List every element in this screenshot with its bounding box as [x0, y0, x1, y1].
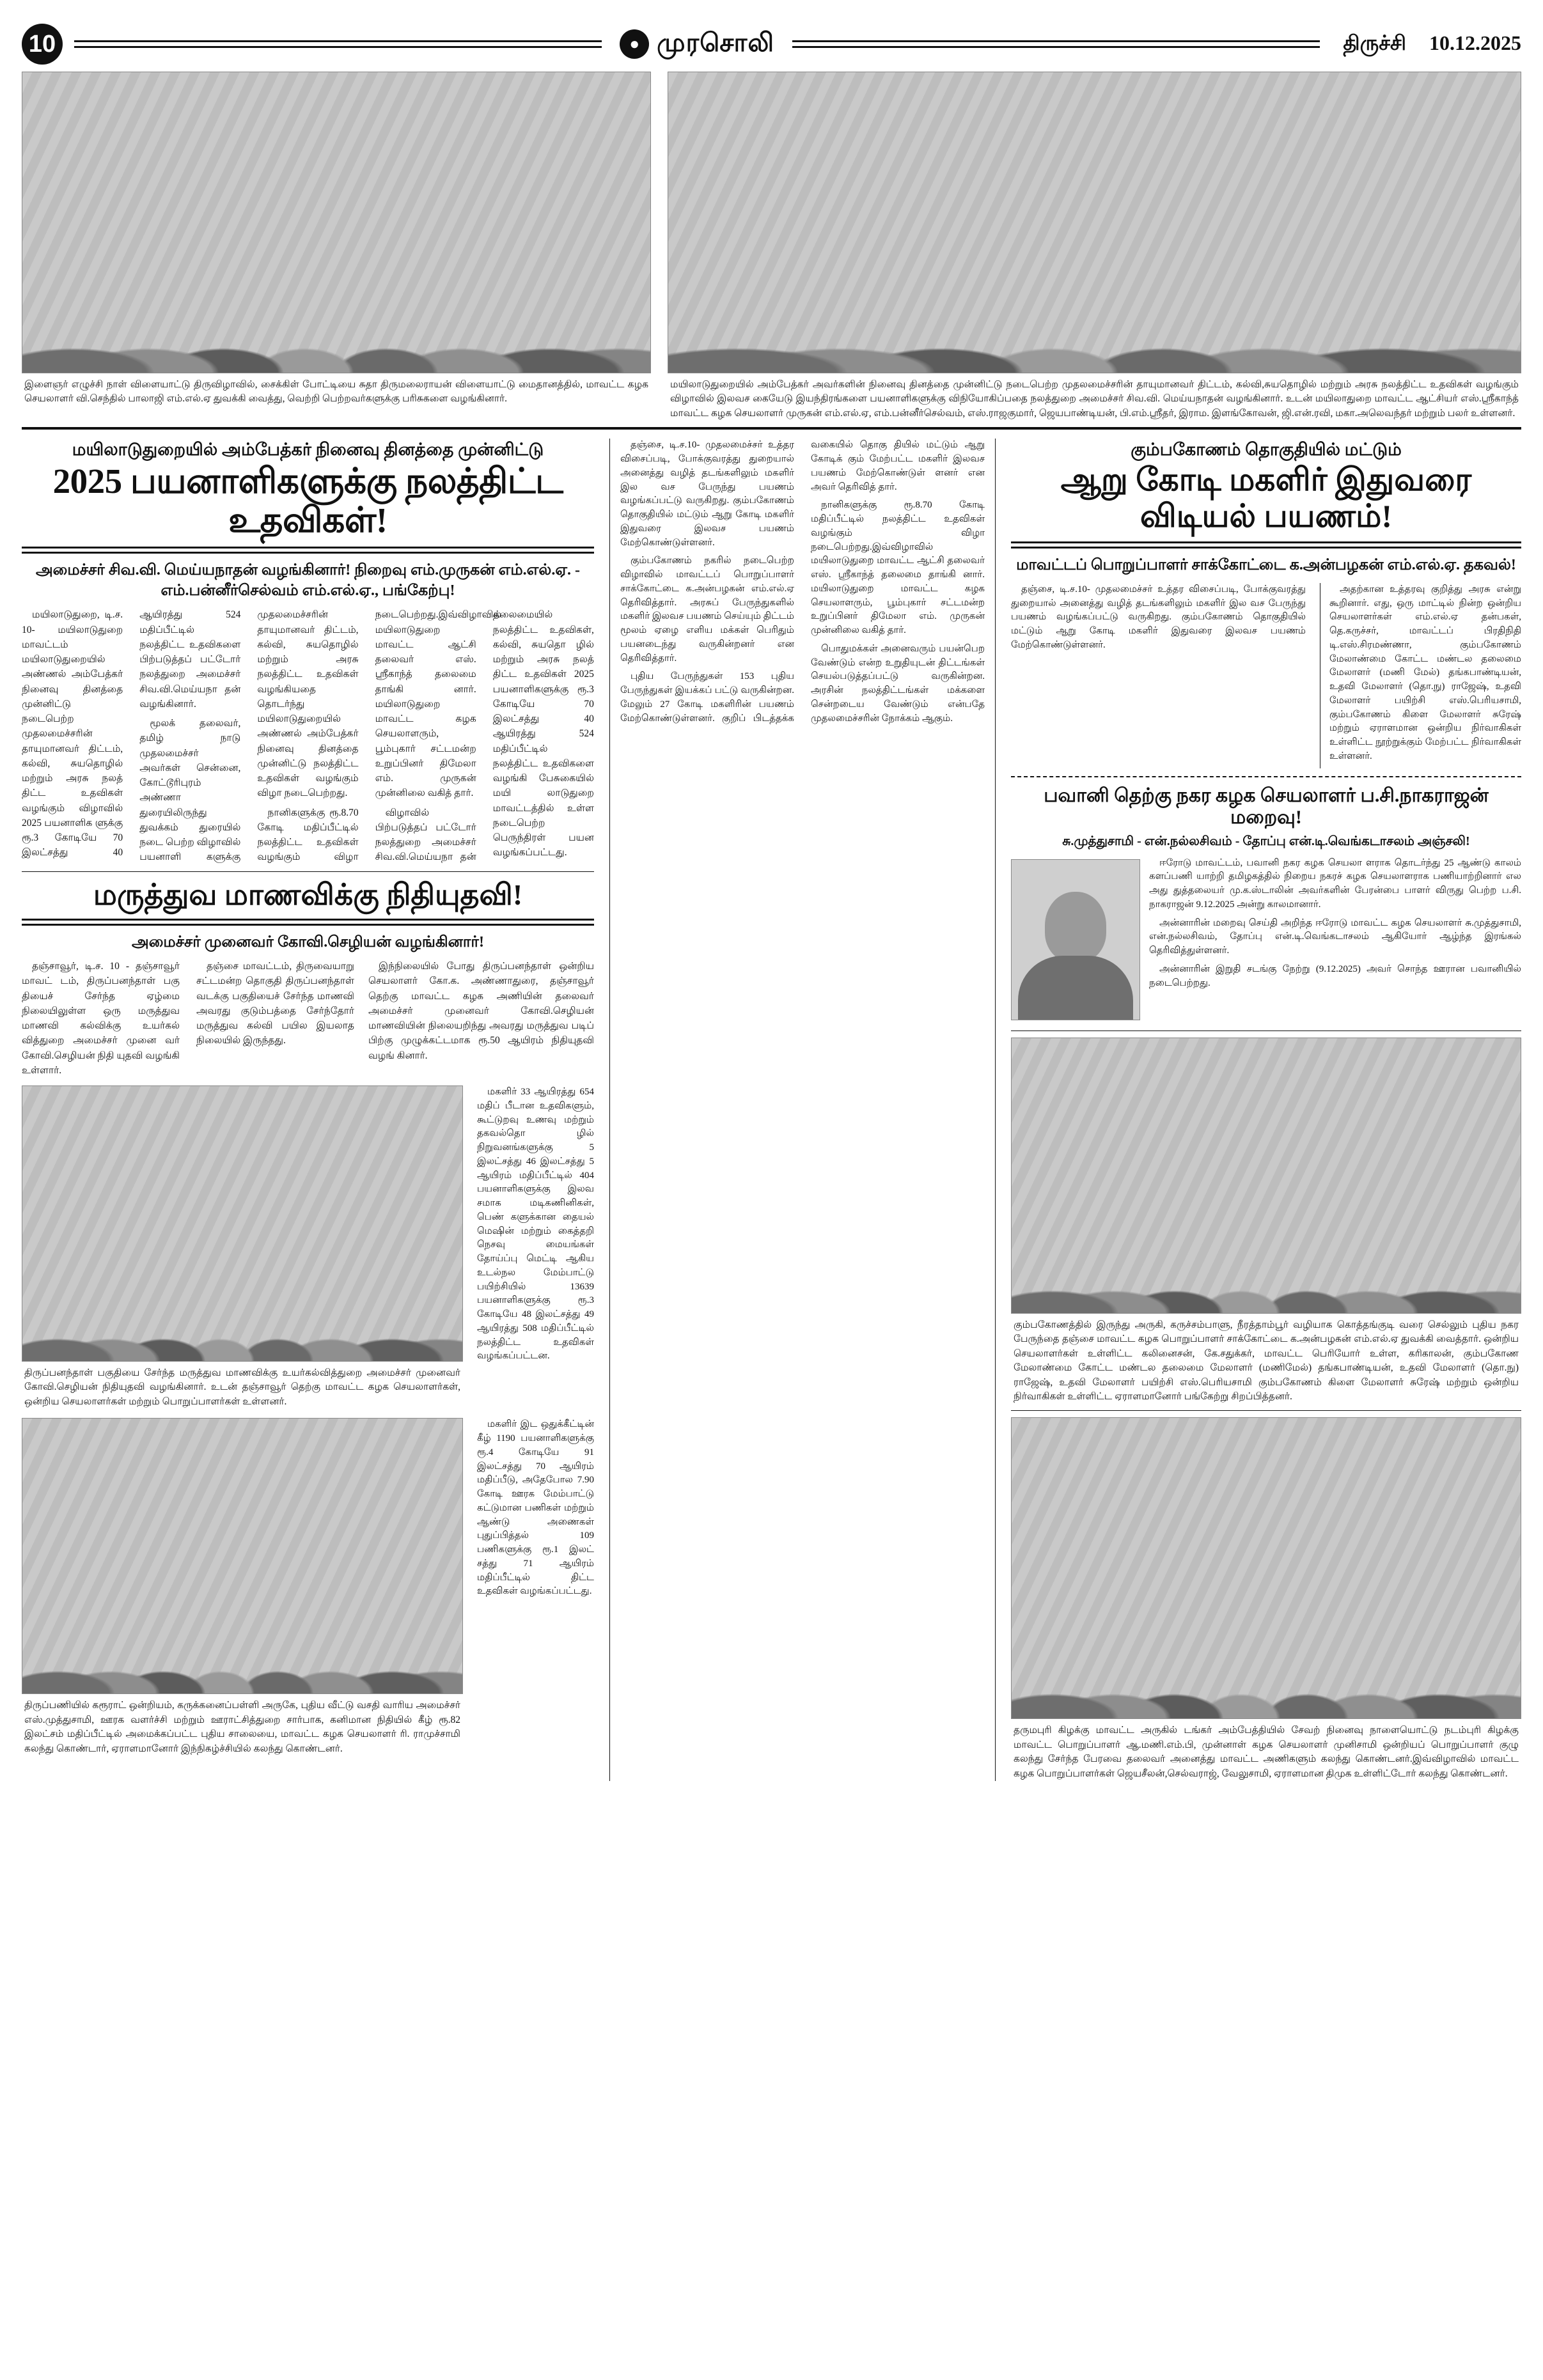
left-overflow-text [477, 1085, 594, 1368]
bus-flagoff-block [1011, 1038, 1521, 1404]
obituary-para-0: ஈரோடு மாவட்டம், பவானி நகர கழக செயலா ளராக தொடர்ந்து 25 ஆண்டு காலம் களப்பணி யாற்றி தமிழகத்தில் நிறைய நகரச் கழக செயலாளராக பணியாற்றினார் எல அது துத்தலையர் மு.க.ஸ்டாலின் அவர்களின் பேரன்பை பாளர் விருது பெற்ற ப.சி. நாகராஜன் 9.12.2025 அன்று காலமானார். [1149, 857, 1521, 910]
right-side-text [1329, 583, 1521, 768]
obituary-headline: பவானி தெற்கு நகர கழக செயலாளர் ப.சி.நாகராஜன் மறைவு! [1044, 784, 1489, 828]
divider-medical [22, 871, 594, 872]
kumbakonam-kicker: கும்பகோணம் தொகுதியில் மட்டும் [1131, 440, 1402, 460]
main-story-para-1: மூலக் தலைவர், தமிழ் நாடு முதலமைச்சர் அவர்கள் சென்னை, கோட்டூரிபுரம் அண்ணா துரையிலிருந்து துவக்கம் துரையில் நடை பெற்ற விழாவில் பயனாளி களுக்கு முதலமைச்சரின் தாயுமானவர் திட்டம், கல்வி, சுயதொழில் மற்றும் அரசு நலத்திட்ட உதவிகள் வழங்கியதை தொடர்ந்து மயிலாடுதுறையில் அண்ணல் அம்பேத்கர் நினைவு தினத்தை முன்னிட்டு நலத்திட்ட உதவிகள் வழங்கும் விழா நடைபெற்றது. [139, 609, 359, 863]
divider-protest-photo [1011, 1410, 1521, 1411]
medical-para-1: தஞ்சை மாவட்டம், திருவையாறு சட்டமன்ற தொகுதி திருப்பனந்தாள் வடக்கு பகுதியைச் சேர்ந்த மாணவி அவரது குடும்பத்தை சேர்ந்தோர் மருத்துவ கல்வி பயில இயலாத நிலையில் இருந்தது. [196, 961, 354, 1046]
main-story-para-0: மயிலாடுதுறை, டி.ச. 10- மயிலாடுதுறை மாவட்டம் மயிலாடுதுறையில் அண்ணல் அம்பேத்கர் நினைவு தினத்தை முன்னிட்டு நடைபெற்ற முதலமைச்சரின் தாயுமானவர் திட்டம், கல்வி, சுயதொழில் மற்றும் அரசு நலத் திட்ட உதவிகள் வழங்கும் விழாவில் 2025 பயனாளிக ளுக்கு ரூ.3 கோடியே 70 இலட்சத்து 40 ஆயிரத்து 524 மதிப்பீட்டில் நலத்திட்ட உதவிகளை பிற்படுத்தப் பட்டோர் நலத்துறை அமைச்சர் சிவ.வி.மெய்யநா தன் வழங்கினார். [22, 609, 241, 859]
students-distribution-photo [22, 1085, 463, 1362]
right-text-para-1: பொதுமக்கள் அனைவரும் பயன்பெற வேண்டும் என்ற உறுதியுடன் திட்டங்கள் செயல்படுத்தப்பட்டு வருகின்றன. அரசின் நலத்திட்டங்கள் மக்களை சென்றடைய வேண்டும் என்பதே முதலமைச்சரின் நோக்கம் ஆகும். [811, 643, 985, 724]
protest-gathering-block [1011, 1417, 1521, 1781]
masthead-rule-right [792, 40, 1320, 48]
tharasuvai-photo [22, 1418, 463, 1694]
medical-para-0: தஞ்சாவூர், டி.ச. 10 - தஞ்சாவூர் மாவட் டம், திருப்பனந்தாள் பகு தியைச் சேர்ந்த ஏழ்மை நிலையிலுள்ள ஒரு மருத்துவ மாணவி கல்விக்கு உயர்கல் வித்துறை அமைச்சர் முனை வர் கோவி.செழியன் நிதி யுதவி வழங்கி உள்ளார். [22, 961, 180, 1076]
bus-flagoff-photo [1011, 1038, 1521, 1314]
kumbakonam-para-2: புதிய பேருந்துகள் 153 புதிய பேருந்துகள் இயக்கப் பட்டு வருகின்றன. மேலும் 27 கோடி மகளிரின் பயணம் மேற்கொண்டுள்ளனர். குறிப் பிடத்தக்க வகையில் தொகு தியில் மட்டும் ஆறு கோடிக் கும் மேற்பட்ட மகளிர் இலவச பயணம் மேற்கொண்டுள் ளனர் என அவர் தெரிவித் தார். [620, 440, 985, 724]
elephant-logo-icon: ● [620, 29, 649, 59]
kumbakonam-headline-bar [1011, 541, 1521, 548]
left-column [22, 439, 594, 1781]
top-photo-row [22, 72, 1521, 421]
protest-gathering-photo [1011, 1417, 1521, 1719]
main-story-para-2: நானிகளுக்கு ரூ.8.70 கோடி மதிப்பீட்டில் நலத்திட்ட உதவிகள் வழங்கும் விழா நடைபெற்றது.இவ்விழாவில் மயிலாடுதுறை மாவட்ட ஆட்சி தலைவர் எஸ். ஸ்ரீகாந்த் தலைமை தாங்கி னார். மயிலாடுதுறை மாவட்ட கழக செயலாளரும், பூம்புகார் சட்டமன்ற உறுப்பினர் திமேலா எம். முருகன் முன்னிலை வகித் தார். [257, 609, 502, 863]
cycle-rally-block [22, 72, 651, 421]
medical-story-headline: மருத்துவ மாணவிக்கு நிதியுதவி! [93, 878, 523, 911]
section-divider-top [22, 427, 1521, 430]
date-label: 10.12.2025 [1429, 31, 1521, 54]
award-ceremony-caption: மயிலாடுதுறையில் அம்பேத்கர் அவர்களின் நினைவு தினத்தை முன்னிட்டு நடைபெற்ற முதலமைச்சரின் தாயுமானவர் திட்டம், கல்வி,சுயதொழில் மற்றும் அரசு நலத்திட்ட உதவிகள் வழங்கும் விழாவில் இலவச கையேடு இயந்திரங்களை பயனாளிகளுக்கு விநியோகிப்பதை நலத்துறை அமைச்சர் சிவ.வி. மெய்யநாதன் வழங்கினார். உடன் மயிலாதுறை மாவட்ட ஆட்சியர் எஸ்.ஸ்ரீகாந்த் மாவட்ட கழக செயலாளர் முருகன் எம்.எல்.ஏ, எம்.பன்னீர்செல்வம், எஸ்.ராஜகுமார், ஜெயபாண்டியன், பி.எம்.ஸ்ரீதர், இராம. இளங்கோவன், ஜி.என்.ரவி, மகா.அலெவந்தர் மற்றும் பலர் உள்ளனர். [670, 379, 1519, 419]
medical-story-body [22, 959, 354, 1078]
protest-gathering-caption: தருமபுரி கிழக்கு மாவட்ட அருகில் டங்கர் அம்பேத்தியில் சேவற் நினைவு நாளையொட்டு நடம்புரி கிழக்கு மாவட்ட பொறுப்பாளர் ஆ.மணி.எம்.பி, முன்னாள் கழக செயலாளர் முனிசாமி ஒன்றியப் பொறுப்பாளர் குழு கலந்து சேர்ந்த பேரவை தலைவர் அனைத்து மாவட்ட அணிகளும் கலந்து கொண்டனர்.இவ்விழாவில் மாவட்ட கழக பொறுப்பாளர்கள் ஜெயசீலன்,செல்வராஜ், வேலுசாமி, ஏராளமான திமுக உள்ளிட்டோர் கலந்து கொண்டனர். [1014, 1725, 1519, 1779]
obituary-para-2: அன்னாரின் இறுதி சடங்கு நேற்று (9.12.2025) அவர் சொந்த ஊரான பவானியில் நடைபெற்றது. [1149, 963, 1521, 988]
right-column [1011, 439, 1521, 1781]
kumbakonam-body [620, 439, 985, 728]
cycle-rally-photo [22, 72, 651, 373]
obituary-portrait-photo [1011, 859, 1140, 1020]
kumbakonam-para-1: கும்பகோணம் நகரில் நடைபெற்ற விழாவில் மாவட்டப் பொறுப்பாளர் சாக்கோட்டை க.அன்பழகன் எம்.எல்.ஏ தெரிவித்தார். அரசுப் பேருந்துகளில் மகளிர் இலவச பயணம் செய்யும் திட்டம் மூலம் ஏழை எளிய மக்கள் பெரிதும் பயனடைந்து வருகின்றனர் என தெரிவித்தார். [620, 556, 794, 664]
medical-para-2: இந்நிலையில் போது திருப்பனந்தாள் ஒன்றிய செயலாளர் கோ.க. அண்ணாதுரை, தஞ்சாவூர் தெற்கு மாவட்ட கழக அணியின் தலைவர் அமைச்சர் முனைவர் கோவி.செழியன் மாணவியின் நிலையறிந்து அவரது மருத்துவ படிப் பிற்கு முழுக்கட்டமாக ரூ.50 ஆயிரம் நிதியுதவி வழங் கினார். [368, 961, 594, 1061]
masthead-edition-date [1331, 31, 1521, 58]
main-content [22, 439, 1521, 1781]
medical-story-subhead: அமைச்சர் முனைவர் கோவி.செழியன் வழங்கினார்! [132, 933, 484, 951]
obituary-subhead: சு.முத்துசாமி - என்.நல்லசிவம் - தோப்பு என்.டி.வெங்கடாசலம் அஞ்சலி! [1062, 834, 1470, 848]
right-text-para-0: அதற்கான உத்தரவு குறித்து அரசு என்று கூறினார். எது, ஒரு மாட்டில் நின்ற ஒன்றிய செயலாளர்கள் எம்.எல்.ஏ தன்பகள், தெ.கருச்சர், மாவட்டப் பிரதிநிதி டி.எஸ்.சிரமண்ணா, கும்பகோணம் மேலாண்மை கோட்ட மண்டல தலைமை மேலாளர் (மணி மேல்) தங்கபாண்டியன், உதவி மேலாளர் (தொ.நு) ராஜேஷ், உதவி மேலாளர் பயிற்சி எஸ்.பெரியசாமி, கும்பகோணம் கிளை மேலாளர் சுரேஷ் மற்றும் ஏராளமான ஒன்றிய நிர்வாகிகள் உள்ளிட்ட நூற்றுக்கும் மேற்பட்ட நிர்வாகிகள் உள்ளனர். [1329, 584, 1521, 761]
bus-flagoff-caption: கும்பகோணத்தில் இருந்து அருகி, கருச்சம்பாளு, நீரத்தாம்பூர் வழியாக கொத்தங்குடி வரை செல்லும் புதிய நகர பேருந்தை தஞ்சை மாவட்ட கழக பொறுப்பாளர் சாக்கோட்டை க.அன்பழகன் எம்.எல்.ஏ துவக்கி வைத்தார். ஒன்றிய செயலாளர்கள் உள்ளிட்ட கலினைசன், கே.சதுக்கர், மாவட்ட பெரியோர் உள்ள, கரிகாலன், கும்பகோண மேலாண்மை கோட்ட மண்டல தலைமை மேலாளர் (மணிமேல்) தங்கபாண்டியன், உதவி மேலாளர் (தொ.நு) ராஜேஷ், உதவி மேலாளர் பயிற்சி எஸ்.பெரியசாமி கும்பகோணம் கிளை மேலாளர் சுரேஷ் மற்றும் ஒன்றிய நிர்வாகிகள் உள்ளிட்ட ஏராளமானோர் பங்கேற்று சிறப்பித்தனர். [1014, 1319, 1519, 1402]
main-story-kicker: மயிலாடுதுறையில் அம்பேத்கர் நினைவு தினத்தை முன்னிட்டு [72, 440, 544, 460]
main-story-para-extra: நானிகளுக்கு ரூ.8.70 கோடி மதிப்பீட்டில் நலத்திட்ட உதவிகள் வழங்கும் விழா நடைபெற்றது.இவ்விழாவில் மயிலாடுதுறை மாவட்ட ஆட்சி தலைவர் எஸ். ஸ்ரீகாந்த் தலைமை தாங்கி னார். மயிலாடுதுறை மாவட்ட கழக செயலாளரும், பூம்புகார் சட்டமன்ற உறுப்பினர் திமேலா எம். முருகன் முன்னிலை வகித் தார். [811, 500, 985, 636]
edition-label: திருச்சி [1343, 31, 1406, 54]
page-number: 10 [22, 24, 63, 65]
tharasuvai-caption: திருப்பணியில் கரூராட் ஒன்றியம், கருக்கனைப்பள்ளி அருகே, புதிய வீட்டு வசதி வாரிய அமைச்சர் எஸ்.முத்துசாமி, ஊரக வளர்ச்சி மற்றும் ஊராட்சித்துறை சார்பாக, கனிமான நிதியில் கீழ் ரூ.82 இலட்சம் மதிப்பீட்டில் அமைக்கப்பட்ட புதிய சாலையை, மாவட்ட கழக செயலாளர் ரி. ராமுச்சாமி கலந்து கொண்டார், ஏராளமானோர் இந்நிகழ்ச்சியில் கலந்து கொண்டனர். [24, 1700, 460, 1754]
main-story-body [22, 607, 594, 864]
left-overflow-text-2 [477, 1418, 594, 1603]
kumbakonam-lead-para: தஞ்சை, டி.ச.10- முதலமைச்சர் உத்தர விசைப்படி, போக்குவரத்து துறையால் அனைத்து வழித் தடங்களிலும் மகளிர் இல வச பேருந்து பயணம் வழங்கப்பட்டு வருகிறது. கும்பகோணம் தொகுதியில் மட்டும் ஆறு கோடி மகளிர் இதுவரை இலவச பயணம் மேற்கொண்டுள்ளனர். [1011, 584, 1306, 650]
masthead-rule-left [74, 40, 602, 48]
headline-underbar [22, 547, 594, 554]
kumbakonam-subhead: மாவட்டப் பொறுப்பாளர் சாக்கோட்டை க.அன்பழகன் எம்.எல்.ஏ. தகவல்! [1016, 556, 1516, 573]
main-story-para-5: மகளிர் இட ஒதுக்கீட்டின் கீழ் 1190 பயனாளிகளுக்கு ரூ.4 கோடியே 91 இலட்சத்து 70 ஆயிரம் மதிப்பீடு, அதேபோல 7.90 கோடி ஊரக மேம்பாட்டு கட்டுமான பணிகள் மற்றும் ஆண்டு அணைகள் புதுப்பித்தல் 109 பணிகளுக்கு ரூ.1 இலட் சத்து 71 ஆயிரம் மதிப்பீட்டில் திட்ட உதவிகள் வழங்கப்பட்டது. [477, 1419, 594, 1597]
award-ceremony-photo [668, 72, 1521, 373]
main-story-para-3: விழாவில் பிற்படுத்தப் பட்டோர் நலத்துறை அமைச்சர் சிவ.வி.மெய்யநா தன் தலைமையில் நலத்திட்ட உதவிகள், கல்வி, சுயதொ ழில் மற்றும் அரசு நலத் திட்ட உதவிகள் 2025 பயனாளிகளுக்கு ரூ.3 கோடியே 70 இலட்சத்து 40 ஆயிரத்து 524 மதிப்பீட்டில் நலத்திட்ட உதவிகளை வழங்கி பேசுகையில் மயி லாடுதுறை மாவட்டத்தில் உள்ள நடைபெற்ற பெருந்திரள் பயன வழங்கப்பட்டது. [375, 609, 594, 863]
masthead-brand [613, 27, 781, 61]
medical-story-body-2 [368, 959, 594, 1068]
cycle-rally-caption: இளைஞர் எழுச்சி நாள் விளையாட்டு திருவிழாவில், சைக்கிள் போட்டியை சுதா திருமலைராயன் விளையாட்டு மைதானத்தில், மாவட்ட கழக செயலாளர் வி.செந்தில் பாலாஜி எம்.எல்.ஏ துவக்கி வைத்து, வெற்றி பெற்றவர்களுக்கு பரிசுகளை வழங்கினார். [24, 379, 648, 405]
kumbakonam-headline: ஆறு கோடி மகளிர் இதுவரை விடியல் பயணம்! [1060, 461, 1472, 534]
obituary-para-1: அன்னாரின் மறைவு செய்தி அறிந்த ஈரோடு மாவட்ட கழக செயலாளர் சு.முத்துசாமி, என்.நல்லசிவம், தோப்பு என்.டி.வெங்கடாசலம் ஆகியோர் ஆழ்ந்த இரங்கல் தெரிவித்துள்ளனர். [1149, 917, 1521, 956]
main-story-para-4: மகளிர் 33 ஆயிரத்து 654 மதிப் பீடான உதவிகளும், கூட்டுறவு உணவு மற்றும் தகவல்தொ ழில் நிறுவனங்களுக்கு 5 இலட்சத்து 46 இலட்சத்து 5 ஆயிரம் மதிப்பீட்டில் 404 பயனாளிகளுக்கு இலவ சமாக மடிகணினிகள், பெண் களுக்கான தையல் மெஷின் மற்றும் கைத்தறி நெசவு மையங்கள் தோய்ப்பு மெட்டி ஆகிய உடல்நல மேம்பாட்டு பயிற்சியில் 13639 பயனாளிகளுக்கு ரூ.3 கோடியே 48 இலட்சத்து 49 ஆயிரத்து 508 மதிப்பீட்டில் நலத்திட்ட உதவிகள் வழங்கப்பட்டன. [477, 1087, 594, 1362]
award-ceremony-block [668, 72, 1521, 421]
publication-title: முரசொலி [657, 28, 775, 57]
divider-obituary [1011, 776, 1521, 777]
main-story-subhead: அமைச்சர் சிவ.வி. மெய்யநாதன் வழங்கினார்! நிறைவு எம்.முருகன் எம்.எல்.ஏ. - எம்.பன்னீர்செல்வம் எம்.எல்.ஏ., பங்கேற்பு! [36, 561, 580, 600]
kumbakonam-para-0: தஞ்சை, டி.ச.10- முதலமைச்சர் உத்தர விசைப்படி, போக்குவரத்து துறையால் அனைத்து வழித் தடங்களிலும் மகளிர் இல வச பேருந்து பயணம் வழங்கப்பட்டு வருகிறது. கும்பகோணம் தொகுதியில் மட்டும் ஆறு கோடி மகளிர் இதுவரை இலவச பயணம் மேற்கொண்டுள்ளனர். [620, 440, 794, 548]
middle-column [609, 439, 996, 1781]
medical-headline-bar [22, 919, 594, 926]
masthead [22, 17, 1521, 72]
kumbakonam-lead [1011, 583, 1306, 657]
medical-photo-caption: திருப்பனந்தாள் பகுதியை சேர்ந்த மருத்துவ மாணவிக்கு உயர்கல்வித்துறை அமைச்சர் முனைவர் கோவி.செழியன் நிதியுதவி வழங்கினார். உடன் தஞ்சாவூர் தெற்கு மாவட்ட கழக செயலாளர்கள், ஒன்றிய செயலாளர்கள் மற்றும் பொறுப்பாளர்கள் உள்ளனர். [24, 1367, 460, 1407]
main-story-headline: 2025 பயனாளிகளுக்கு நலத்திட்ட உதவிகள்! [52, 461, 563, 540]
